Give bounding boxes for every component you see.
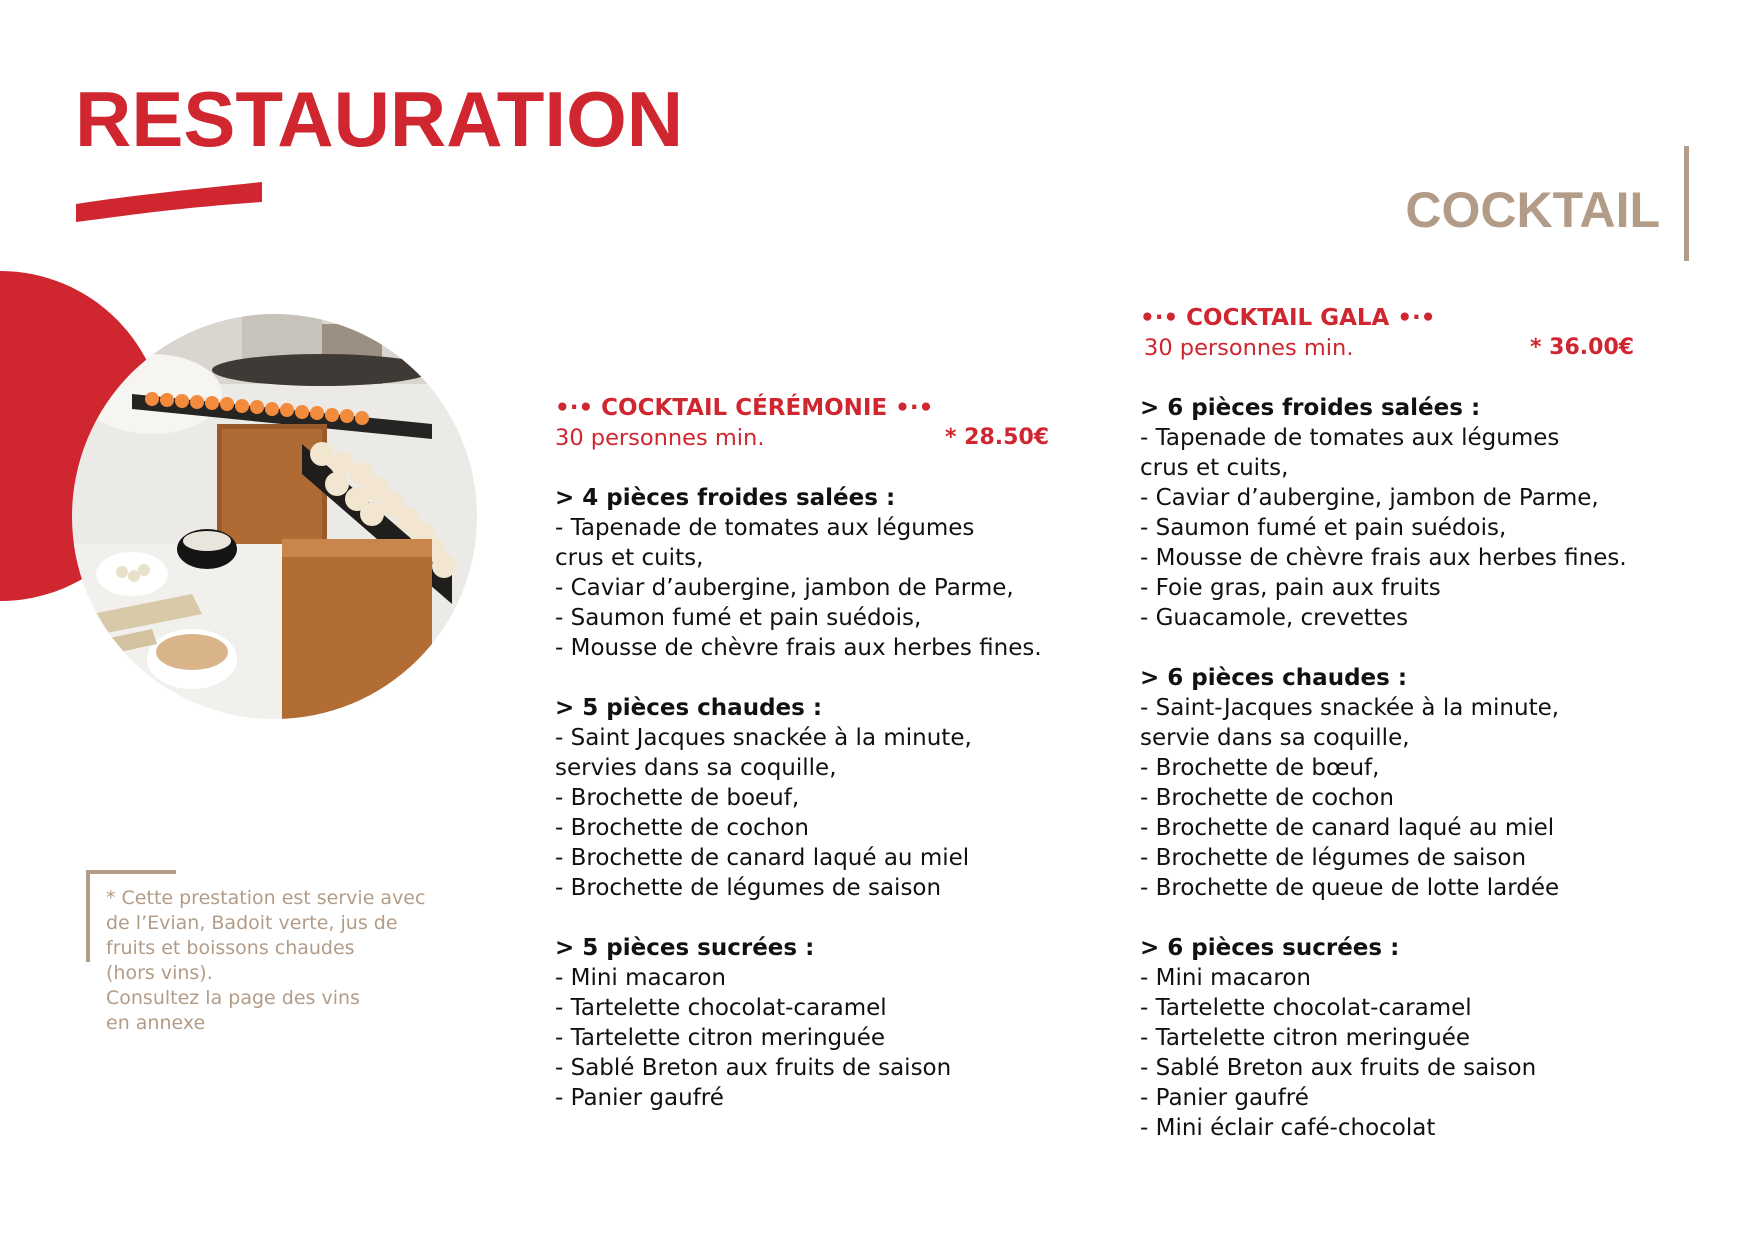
group-heading: > 6 pièces froides salées : [1140,395,1481,421]
menu-heading: •·• COCKTAIL CÉRÉMONIE •·• [555,395,934,421]
list-item: servies dans sa coquille, [555,755,837,781]
note-bracket-top [86,870,176,874]
note-line: (hors vins). [106,962,213,984]
section-title: COCKTAIL [1405,182,1660,238]
group-heading: > 6 pièces chaudes : [1140,665,1408,691]
note-text [106,886,466,1036]
menu-ceremonie [555,393,1095,1113]
list-item: - Tartelette citron meringuée [1140,1025,1471,1051]
min-guests: 30 personnes min. [555,425,765,451]
title-underline-swoosh [74,178,264,224]
note-line: * Cette prestation est servie avec [106,887,426,909]
list-item: - Foie gras, pain aux fruits [1140,575,1441,601]
group-items [1140,693,1680,903]
price: * 28.50€ [945,425,1050,450]
list-item: - Tartelette citron meringuée [555,1025,886,1051]
list-item: - Tartelette chocolat-caramel [1140,995,1472,1021]
group-heading: > 6 pièces sucrées : [1140,935,1400,961]
note-line: fruits et boissons chaudes [106,937,355,959]
note-bracket [86,870,90,962]
list-item: - Brochette de queue de lotte lardée [1140,875,1560,901]
group-items [555,723,1095,903]
list-item: - Saumon fumé et pain suédois, [555,605,922,631]
list-item: - Tartelette chocolat-caramel [555,995,887,1021]
list-item: - Saint-Jacques snackée à la minute, [1140,695,1560,721]
min-guests: 30 personnes min. [1144,335,1354,361]
list-item: servie dans sa coquille, [1140,725,1410,751]
list-item: - Brochette de légumes de saison [555,875,942,901]
list-item: - Saumon fumé et pain suédois, [1140,515,1507,541]
menu-group-cold [555,483,1095,663]
group-heading: > 5 pièces sucrées : [555,935,815,961]
list-item: - Sablé Breton aux fruits de saison [555,1055,952,1081]
menu-meta [1140,333,1680,363]
list-item: - Brochette de canard laqué au miel [1140,815,1555,841]
group-heading: > 4 pièces froides salées : [555,485,896,511]
list-item: - Brochette de légumes de saison [1140,845,1527,871]
group-heading: > 5 pièces chaudes : [555,695,823,721]
list-item: - Brochette de cochon [1140,785,1394,811]
list-item: - Tapenade de tomates aux légumes [1140,425,1560,451]
note-line: de l’Evian, Badoit verte, jus de [106,912,398,934]
menu-heading: •·• COCKTAIL GALA •·• [1140,305,1436,331]
group-items [555,963,1095,1113]
list-item: - Mousse de chèvre frais aux herbes fines. [555,635,1042,661]
list-item: crus et cuits, [555,545,704,571]
list-item: - Brochette de canard laqué au miel [555,845,970,871]
menu-group-hot [555,693,1095,903]
menu-group-sweet [1140,933,1680,1143]
list-item: - Mini éclair café-chocolat [1140,1115,1436,1141]
list-item: - Caviar d’aubergine, jambon de Parme, [555,575,1014,601]
group-items [1140,963,1680,1143]
list-item: crus et cuits, [1140,455,1289,481]
section-divider [1684,146,1689,261]
list-item: - Brochette de cochon [555,815,809,841]
list-item: - Caviar d’aubergine, jambon de Parme, [1140,485,1599,511]
buffet-photo [72,314,477,719]
note-line: en annexe [106,1012,206,1034]
list-item: - Tapenade de tomates aux légumes [555,515,975,541]
page-title: RESTAURATION [75,75,684,163]
list-item: - Mousse de chèvre frais aux herbes fines. [1140,545,1627,571]
menu-meta [555,423,1095,453]
menu-group-hot [1140,663,1680,903]
list-item: - Mini macaron [555,965,726,991]
group-items [555,513,1095,663]
menu-group-cold [1140,393,1680,633]
list-item: - Panier gaufré [555,1085,724,1111]
list-item: - Guacamole, crevettes [1140,605,1409,631]
list-item: - Brochette de bœuf, [1140,755,1380,781]
list-item: - Mini macaron [1140,965,1311,991]
group-items [1140,423,1680,633]
list-item: - Saint Jacques snackée à la minute, [555,725,972,751]
list-item: - Brochette de boeuf, [555,785,800,811]
list-item: - Sablé Breton aux fruits de saison [1140,1055,1537,1081]
menu-gala [1140,303,1680,1143]
note-line: Consultez la page des vins [106,987,360,1009]
menu-group-sweet [555,933,1095,1113]
price: * 36.00€ [1530,335,1635,360]
list-item: - Panier gaufré [1140,1085,1309,1111]
